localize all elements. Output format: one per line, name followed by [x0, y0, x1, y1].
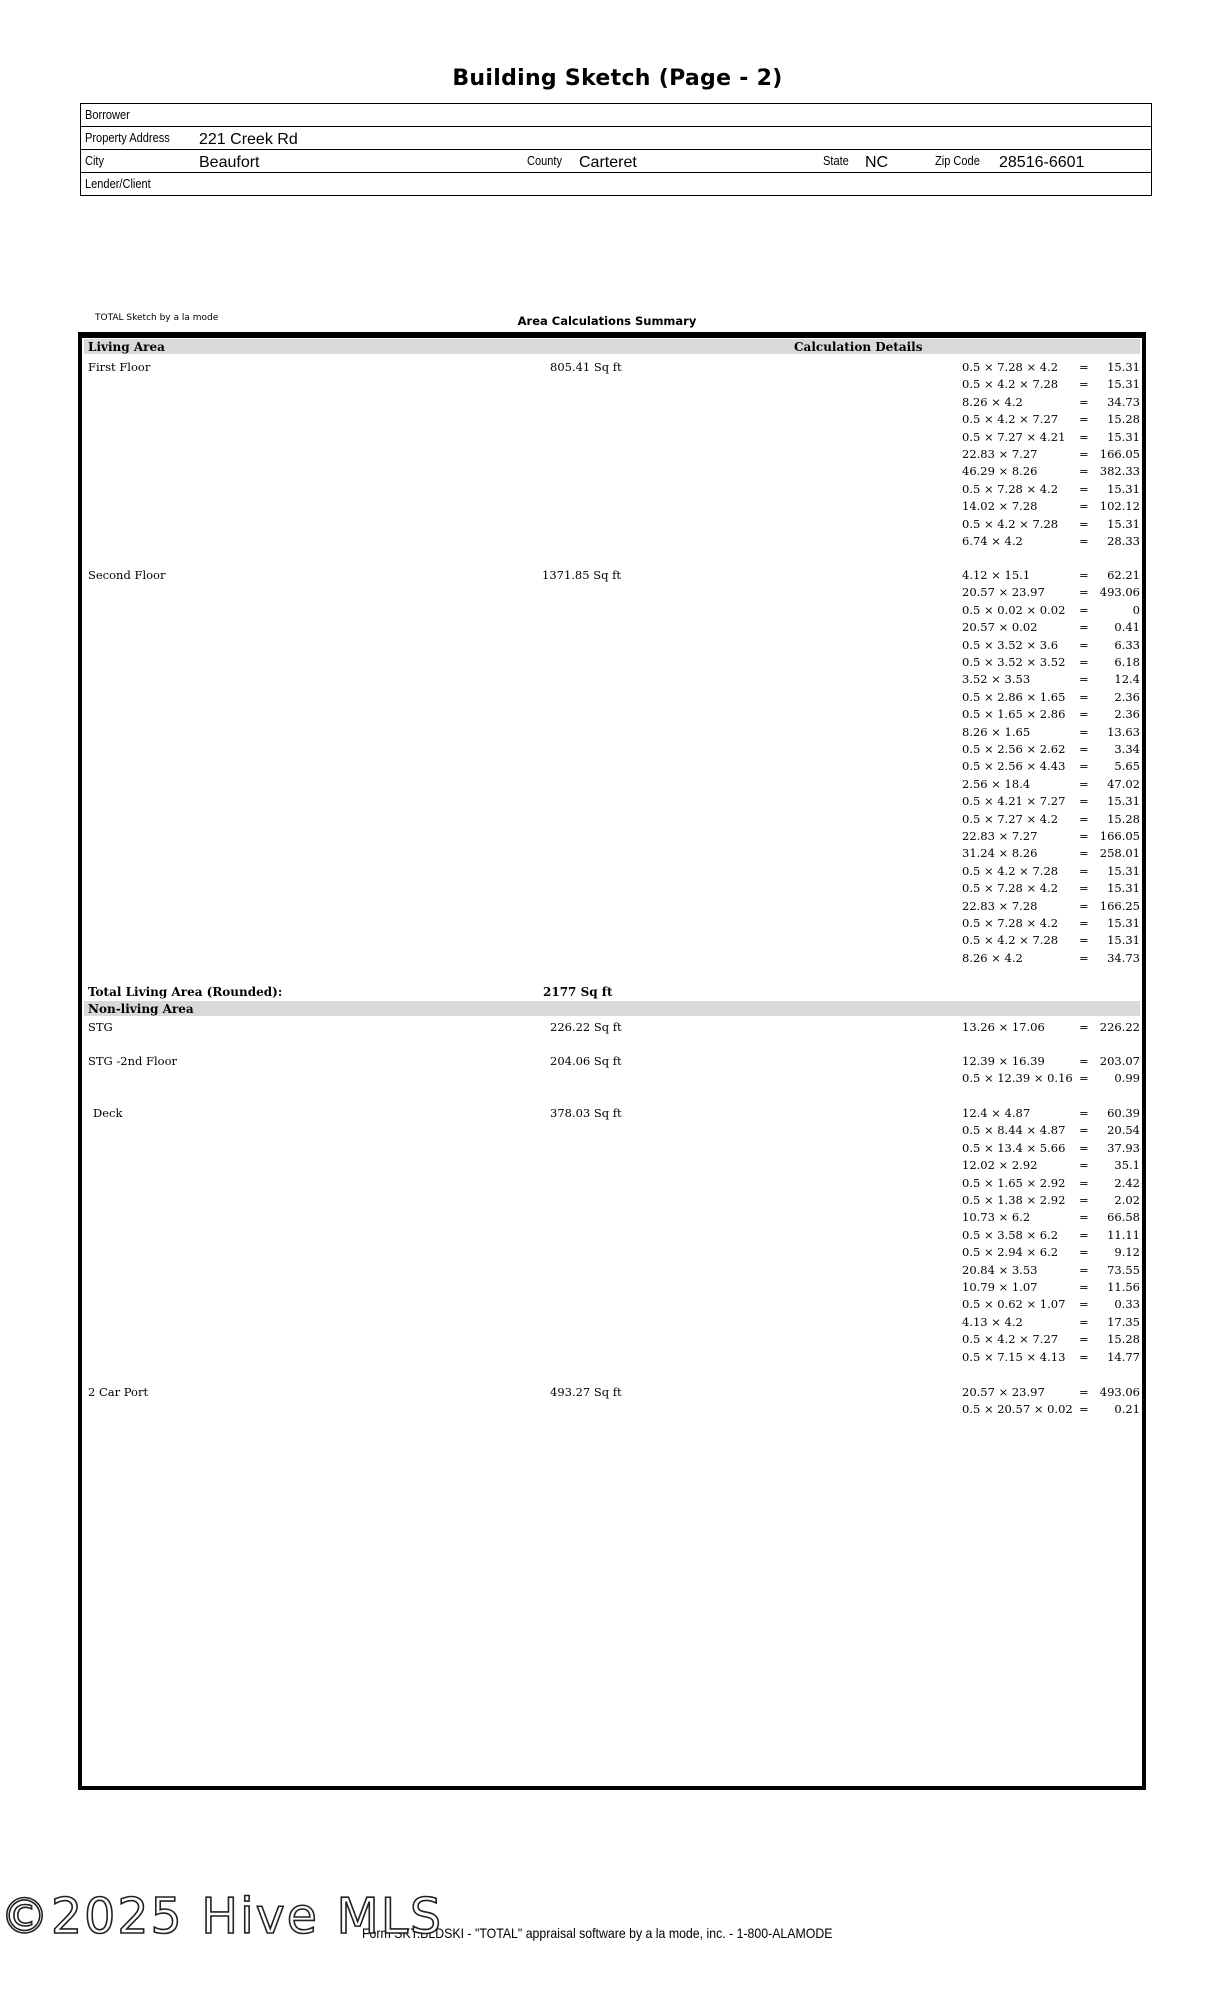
calc-formula: 20.84 × 3.53 — [962, 1262, 1038, 1277]
calc-result: 35.1 — [1114, 1158, 1140, 1173]
calc-formula: 0.5 × 1.38 × 2.92 — [962, 1193, 1066, 1207]
calc-result: 60.39 — [1107, 1106, 1140, 1120]
calc-result: 15.31 — [1107, 516, 1140, 531]
calc-equals: = — [1079, 585, 1089, 600]
calc-formula: 0.5 × 4.2 × 7.28 — [962, 516, 1059, 531]
calc-formula: 20.57 × 0.02 — [962, 620, 1038, 635]
calc-equals: = — [1079, 1158, 1089, 1173]
software-tag: TOTAL Sketch by a la mode — [95, 313, 219, 323]
calc-equals: = — [1079, 672, 1089, 687]
calc-formula: 0.5 × 20.57 × 0.02 — [962, 1402, 1073, 1417]
calc-result: 15.31 — [1107, 863, 1140, 878]
calc-result: 13.63 — [1107, 724, 1140, 739]
calc-equals: = — [1079, 516, 1089, 531]
calc-equals: = — [1079, 1106, 1089, 1120]
calc-result: 2.42 — [1114, 1175, 1140, 1190]
total-living-label: Total Living Area (Rounded): — [88, 985, 283, 999]
calc-result: 0.33 — [1114, 1297, 1140, 1312]
borrower-label: Borrower — [85, 107, 130, 122]
calc-equals: = — [1079, 655, 1089, 669]
property-address-label: Property Address — [85, 130, 170, 145]
calc-formula: 0.5 × 12.39 × 0.16 — [962, 1071, 1073, 1086]
calc-result: 9.12 — [1114, 1245, 1140, 1260]
calc-formula: 0.5 × 4.2 × 7.28 — [962, 377, 1059, 392]
calc-equals: = — [1079, 464, 1089, 479]
calc-formula: 8.26 × 1.65 — [962, 724, 1031, 739]
calc-equals: = — [1079, 794, 1089, 809]
calc-result: 28.33 — [1107, 534, 1140, 548]
calc-result: 34.73 — [1107, 950, 1140, 965]
calc-equals: = — [1079, 1020, 1089, 1034]
county-value: Carteret — [579, 154, 637, 171]
calc-formula: 13.26 × 17.06 — [962, 1020, 1045, 1034]
area-value: 378.03 Sq ft — [550, 1106, 622, 1120]
area-value: 226.22 Sq ft — [550, 1020, 622, 1034]
calculation-details-heading: Calculation Details — [794, 340, 923, 354]
living-area-heading: Living Area — [88, 340, 165, 354]
calc-equals: = — [1079, 1175, 1089, 1190]
calc-formula: 12.4 × 4.87 — [962, 1106, 1031, 1120]
calc-result: 15.31 — [1107, 916, 1140, 930]
state-label: State — [823, 153, 849, 168]
calc-formula: 0.5 × 13.4 × 5.66 — [962, 1140, 1066, 1155]
calc-result: 73.55 — [1107, 1262, 1140, 1277]
calc-result: 2.36 — [1114, 689, 1140, 704]
calc-formula: 0.5 × 3.52 × 3.52 — [962, 655, 1066, 669]
calc-equals: = — [1079, 377, 1089, 392]
calc-equals: = — [1079, 707, 1089, 722]
non-living-band — [84, 1001, 1140, 1016]
calc-equals: = — [1079, 689, 1089, 704]
calc-equals: = — [1079, 1193, 1089, 1207]
calc-equals: = — [1079, 863, 1089, 878]
calc-result: 17.35 — [1107, 1314, 1140, 1329]
calc-equals: = — [1079, 811, 1089, 826]
calc-formula: 0.5 × 7.27 × 4.2 — [962, 811, 1059, 826]
calc-result: 0.99 — [1114, 1071, 1140, 1086]
calc-result: 11.11 — [1107, 1227, 1140, 1242]
calc-formula: 46.29 × 8.26 — [962, 464, 1038, 479]
calc-formula: 0.5 × 3.58 × 6.2 — [962, 1227, 1059, 1242]
calc-formula: 0.5 × 2.86 × 1.65 — [962, 689, 1066, 704]
county-label: County — [527, 153, 563, 168]
calc-equals: = — [1079, 620, 1089, 635]
calc-result: 14.77 — [1107, 1349, 1140, 1364]
calc-result: 15.31 — [1107, 377, 1140, 392]
calc-result: 34.73 — [1107, 394, 1140, 409]
calc-formula: 0.5 × 7.28 × 4.2 — [962, 881, 1059, 896]
calc-result: 0.21 — [1114, 1402, 1140, 1417]
calc-result: 6.33 — [1114, 637, 1140, 652]
page-title: Building Sketch (Page - 2) — [452, 66, 783, 91]
area-value: 805.41 Sq ft — [550, 360, 622, 374]
calc-formula: 3.52 × 3.53 — [962, 672, 1031, 687]
calc-result: 6.18 — [1114, 655, 1140, 669]
lender-label: Lender/Client — [85, 176, 151, 191]
calc-result: 166.05 — [1099, 829, 1140, 843]
calc-result: 15.31 — [1107, 933, 1140, 948]
area-value: 493.27 Sq ft — [550, 1385, 622, 1399]
calc-result: 15.28 — [1107, 811, 1140, 826]
area-name: 2 Car Port — [88, 1385, 149, 1399]
calc-formula: 0.5 × 0.62 × 1.07 — [962, 1297, 1066, 1312]
calc-equals: = — [1079, 1140, 1089, 1155]
zip-label: Zip Code — [935, 153, 980, 168]
calc-equals: = — [1079, 759, 1089, 774]
borrower-row — [81, 104, 1151, 127]
watermark: ©2025 Hive MLS — [0, 1888, 444, 1945]
calc-formula: 8.26 × 4.2 — [962, 950, 1023, 965]
calc-formula: 22.83 × 7.28 — [962, 898, 1038, 913]
calc-result: 0.41 — [1114, 620, 1140, 635]
calc-result: 2.02 — [1114, 1193, 1140, 1207]
calc-equals: = — [1079, 429, 1089, 444]
calc-formula: 10.73 × 6.2 — [962, 1210, 1031, 1225]
total-living-value: 2177 Sq ft — [543, 985, 613, 999]
city-value: Beaufort — [199, 154, 260, 171]
calc-equals: = — [1079, 898, 1089, 913]
calc-equals: = — [1079, 950, 1089, 965]
calc-formula: 12.02 × 2.92 — [962, 1158, 1038, 1173]
property-address-row — [81, 127, 1151, 150]
calc-formula: 20.57 × 23.97 — [962, 585, 1045, 600]
calc-equals: = — [1079, 1262, 1089, 1277]
calc-equals: = — [1079, 412, 1089, 427]
city-label: City — [85, 153, 105, 168]
calc-result: 0 — [1132, 602, 1140, 617]
state-value: NC — [865, 154, 889, 171]
calc-result: 166.05 — [1099, 447, 1140, 461]
city-row — [81, 150, 1151, 173]
area-name: First Floor — [88, 360, 151, 374]
area-name: Deck — [93, 1106, 123, 1120]
calc-result: 15.31 — [1107, 794, 1140, 809]
calc-result: 47.02 — [1107, 776, 1140, 791]
calc-equals: = — [1079, 568, 1089, 582]
calc-result: 20.54 — [1107, 1123, 1140, 1138]
calc-result: 5.65 — [1114, 759, 1140, 774]
calc-equals: = — [1079, 1332, 1089, 1347]
calc-result: 37.93 — [1107, 1140, 1140, 1155]
calc-result: 62.21 — [1107, 568, 1140, 582]
calc-formula: 0.5 × 1.65 × 2.86 — [962, 707, 1066, 722]
calc-formula: 0.5 × 1.65 × 2.92 — [962, 1175, 1066, 1190]
calc-equals: = — [1079, 481, 1089, 496]
calc-equals: = — [1079, 1349, 1089, 1364]
summary-title: Area Calculations Summary — [517, 314, 697, 328]
calc-result: 258.01 — [1099, 846, 1140, 861]
calc-equals: = — [1079, 776, 1089, 791]
calc-result: 203.07 — [1099, 1054, 1140, 1068]
calc-formula: 10.79 × 1.07 — [962, 1280, 1038, 1294]
calc-equals: = — [1079, 724, 1089, 739]
subject-header-table — [80, 103, 1152, 196]
area-value: 204.06 Sq ft — [550, 1054, 622, 1068]
calc-equals: = — [1079, 1314, 1089, 1329]
calc-equals: = — [1079, 1402, 1089, 1417]
calc-formula: 0.5 × 4.21 × 7.27 — [962, 794, 1066, 809]
calc-formula: 20.57 × 23.97 — [962, 1385, 1045, 1399]
calc-result: 15.31 — [1107, 360, 1140, 374]
living-area-band — [84, 339, 1140, 354]
calc-equals: = — [1079, 933, 1089, 948]
calc-formula: 0.5 × 0.02 × 0.02 — [962, 602, 1066, 617]
calc-equals: = — [1079, 1054, 1089, 1068]
calc-equals: = — [1079, 1210, 1089, 1225]
calc-formula: 0.5 × 3.52 × 3.6 — [962, 637, 1059, 652]
calc-equals: = — [1079, 602, 1089, 617]
form-footer: Form SKT.BLDSKI - "TOTAL" appraisal software by a la mode, inc. - 1-800-ALAMODE — [362, 1925, 833, 1941]
calc-result: 382.33 — [1099, 464, 1140, 479]
calc-formula: 12.39 × 16.39 — [962, 1054, 1045, 1068]
calc-equals: = — [1079, 916, 1089, 930]
calc-result: 66.58 — [1107, 1210, 1140, 1225]
calc-result: 2.36 — [1114, 707, 1140, 722]
calc-formula: 0.5 × 7.28 × 4.2 — [962, 360, 1059, 374]
calc-equals: = — [1079, 1245, 1089, 1260]
calc-result: 493.06 — [1099, 585, 1140, 600]
calc-equals: = — [1079, 1297, 1089, 1312]
calc-equals: = — [1079, 742, 1089, 756]
zip-value: 28516-6601 — [999, 154, 1085, 171]
area-name: Second Floor — [88, 568, 166, 582]
calc-formula: 31.24 × 8.26 — [962, 846, 1038, 861]
calc-formula: 0.5 × 2.94 × 6.2 — [962, 1245, 1059, 1260]
calc-formula: 0.5 × 2.56 × 2.62 — [962, 742, 1066, 756]
calc-formula: 0.5 × 8.44 × 4.87 — [962, 1123, 1066, 1138]
calc-formula: 0.5 × 7.28 × 4.2 — [962, 481, 1059, 496]
calc-formula: 8.26 × 4.2 — [962, 394, 1023, 409]
calc-equals: = — [1079, 846, 1089, 861]
calc-formula: 0.5 × 4.2 × 7.28 — [962, 863, 1059, 878]
calc-equals: = — [1079, 447, 1089, 461]
calc-result: 15.31 — [1107, 429, 1140, 444]
calc-equals: = — [1079, 499, 1089, 514]
calc-formula: 4.12 × 15.1 — [962, 568, 1031, 582]
calc-result: 3.34 — [1114, 742, 1140, 756]
calc-result: 15.31 — [1107, 881, 1140, 896]
lender-row — [81, 173, 1151, 195]
calc-equals: = — [1079, 829, 1089, 843]
calc-equals: = — [1079, 360, 1089, 374]
calc-formula: 22.83 × 7.27 — [962, 829, 1038, 843]
calc-formula: 14.02 × 7.28 — [962, 499, 1038, 514]
calc-formula: 0.5 × 4.2 × 7.27 — [962, 412, 1059, 427]
calc-result: 15.28 — [1107, 412, 1140, 427]
calc-result: 102.12 — [1099, 499, 1140, 514]
calc-formula: 0.5 × 7.27 × 4.21 — [962, 429, 1066, 444]
calc-formula: 0.5 × 4.2 × 7.28 — [962, 933, 1059, 948]
calc-equals: = — [1079, 1227, 1089, 1242]
calc-equals: = — [1079, 534, 1089, 548]
calc-formula: 0.5 × 2.56 × 4.43 — [962, 759, 1066, 774]
calc-formula: 0.5 × 7.15 × 4.13 — [962, 1349, 1066, 1364]
calc-result: 493.06 — [1099, 1385, 1140, 1399]
calc-equals: = — [1079, 394, 1089, 409]
calc-equals: = — [1079, 1385, 1089, 1399]
calc-equals: = — [1079, 1123, 1089, 1138]
calc-result: 166.25 — [1099, 898, 1140, 913]
calc-equals: = — [1079, 1280, 1089, 1294]
calc-result: 15.31 — [1107, 481, 1140, 496]
calc-result: 15.28 — [1107, 1332, 1140, 1347]
area-name: STG -2nd Floor — [88, 1054, 178, 1068]
calc-equals: = — [1079, 637, 1089, 652]
calc-equals: = — [1079, 881, 1089, 896]
calc-result: 11.56 — [1107, 1280, 1140, 1294]
area-name: STG — [88, 1020, 113, 1034]
calc-formula: 4.13 × 4.2 — [962, 1314, 1023, 1329]
calc-result: 12.4 — [1114, 672, 1140, 687]
property-address-value: 221 Creek Rd — [199, 131, 298, 148]
area-value: 1371.85 Sq ft — [542, 568, 621, 582]
calc-formula: 6.74 × 4.2 — [962, 534, 1023, 548]
calc-formula: 0.5 × 7.28 × 4.2 — [962, 916, 1059, 930]
calc-result: 226.22 — [1099, 1020, 1140, 1034]
calc-formula: 0.5 × 4.2 × 7.27 — [962, 1332, 1059, 1347]
non-living-heading: Non-living Area — [88, 1002, 194, 1016]
calc-formula: 2.56 × 18.4 — [962, 776, 1031, 791]
calc-equals: = — [1079, 1071, 1089, 1086]
calc-formula: 22.83 × 7.27 — [962, 447, 1038, 461]
